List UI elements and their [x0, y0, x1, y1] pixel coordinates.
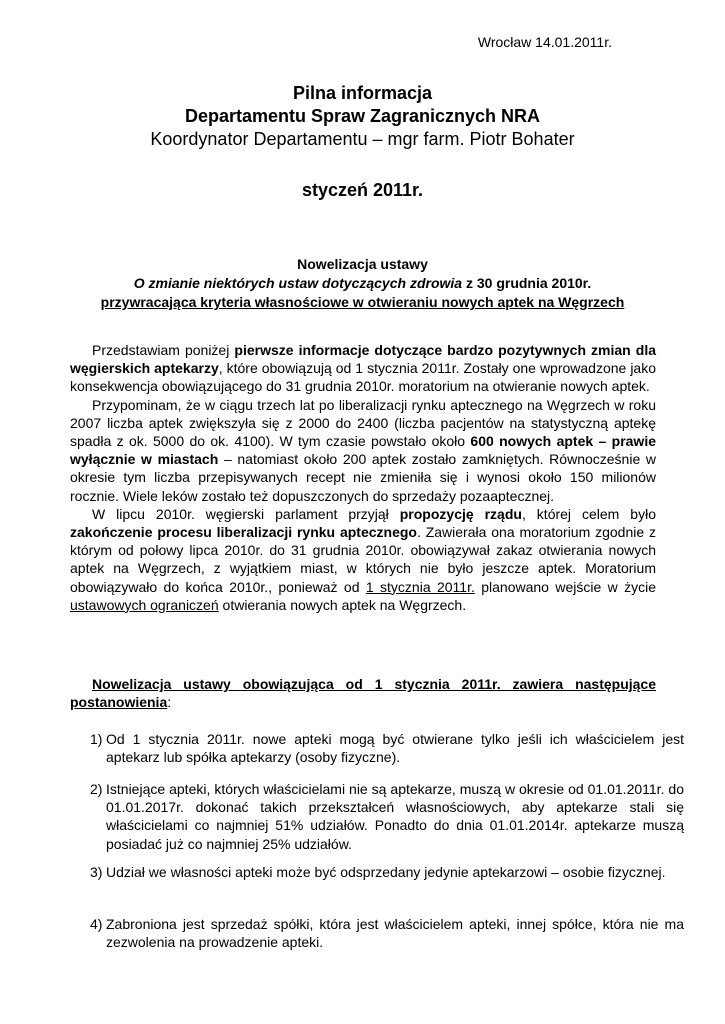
p3-text-i: otwierania nowych aptek na Węgrzech.	[218, 596, 467, 613]
body-text	[70, 341, 656, 614]
p3-text-e: . Zawierała ona moratorium zgodnie z którym od połowy lipca 2010r. do 31 grudnia 2010r. obowiązywał zakaz otwierania nowych aptek na Węgrzech, z wyjątkiem miast, w których nie było jeszcze aptek. Moratorium obowiązywało do końca 2010r., ponieważ od	[70, 524, 656, 595]
coordinator-line: Koordynator Departamentu – mgr farm. Piotr Bohater	[150, 129, 575, 149]
subject-block	[0, 255, 725, 312]
paragraph-1	[70, 341, 656, 396]
subject-line-1: Nowelizacja ustawy	[297, 256, 428, 272]
p3-text-bold-2: zakończenie procesu liberalizacji rynku aptecznego	[70, 524, 417, 541]
list-item-number: 2)	[90, 781, 103, 797]
p1-text-bold: pierwsze informacje dotyczące bardzo pozytywnych zmian dla węgierskich aptekarzy	[70, 342, 657, 377]
subject-line-2	[0, 274, 725, 293]
list-item	[70, 780, 684, 853]
title-line-1: Pilna informacja	[292, 83, 433, 103]
p3-text-g: planowano wejście w życie	[474, 578, 656, 595]
p3-text-underline-2: ustawowych ograniczeń	[70, 596, 219, 613]
list-item-number: 1)	[90, 731, 103, 747]
document-title	[0, 82, 725, 128]
p2-text-bold: 600 nowych aptek – prawie wyłącznie w miastach	[70, 433, 656, 468]
act-title: O zmianie niektórych ustaw dotyczących zdrowia	[133, 275, 463, 291]
list-item-text: Udział we własności apteki może być odsprzedany jedynie aptekarzowi – osobie fizycznej.	[106, 864, 666, 880]
title-line-2: Departamentu Spraw Zagranicznych NRA	[184, 106, 541, 126]
provisions-heading-text: Nowelizacja ustawy obowiązująca od 1 stycznia 2011r. zawiera następujące postanowienia	[70, 676, 656, 711]
p1-text-c: , które obowiązują od 1 stycznia 2011r. Zostały one wprowadzone jako konsekwencja obowiązującego do 31 grudnia 2010r. moratorium na otwieranie nowych aptek.	[70, 360, 656, 395]
list-item-text: Zabroniona jest sprzedaż spółki, która jest właścicielem apteki, innej spółce, która nie ma zezwolenia na prowadzenie apteki.	[106, 916, 684, 951]
act-date: z 30 grudnia 2010r.	[462, 275, 592, 291]
paragraph-3	[70, 505, 656, 614]
list-item-number: 4)	[90, 916, 103, 932]
list-item	[70, 915, 684, 951]
list-item	[70, 863, 684, 881]
p2-text-c: – natomiast około 200 aptek zostało zamkniętych. Równocześnie w okresie tym liczba przepisywanych recept nie zmieniła się i wynosi około 150 milionów rocznie. Wiele leków zostało też dopuszczonych do sprzedaży pozaaptecznej.	[70, 451, 657, 504]
list-item-number: 3)	[90, 864, 103, 880]
list-item-text: Istniejące apteki, których właścicielami nie są aptekarze, muszą w okresie od 01.01.2011r. do 01.01.2017r. dokonać takich przekształceń własnościowych, aby aptekarze stali się właścicielami co najmniej 51% udziałów. Ponadto do dnia 01.01.2014r. aptekarze muszą posiadać już co najmniej 25% udziałów.	[106, 781, 684, 852]
p3-text-bold-1: propozycję rządu	[399, 505, 522, 522]
paragraph-2	[70, 396, 656, 505]
list-item	[70, 730, 684, 766]
document-date: Wrocław 14.01.2011r.	[477, 34, 612, 50]
p3-text-a: W lipcu 2010r. węgierski parlament przyjął	[92, 505, 400, 522]
provisions-heading	[70, 675, 656, 711]
list-item-text: Od 1 stycznia 2011r. nowe apteki mogą być otwierane tylko jeśli ich właścicielem jest aptekarz lub spółka aptekarzy (osoby fizyczne).	[106, 731, 684, 766]
p2-text-a: Przypominam, że w ciągu trzech lat po liberalizacji rynku aptecznego na Węgrzech w roku 2007 liczba aptek zwiększyła się z 2000 do 2400 (liczba pacjentów na statystyczną aptekę spadła z ok. 5000 do ok. 4100). W tym czasie powstało około	[70, 396, 656, 450]
p1-text-a: Przedstawiam poniżej	[92, 342, 235, 358]
p3-text-underline-1: 1 stycznia 2011r.	[365, 578, 475, 595]
document-month: styczeń 2011r.	[301, 180, 424, 200]
subject-line-3: przywracająca kryteria własnościowe w otwieraniu nowych aptek na Węgrzech	[100, 294, 625, 310]
p3-text-c: , której celem było	[521, 505, 656, 522]
provisions-heading-colon: :	[167, 694, 172, 711]
